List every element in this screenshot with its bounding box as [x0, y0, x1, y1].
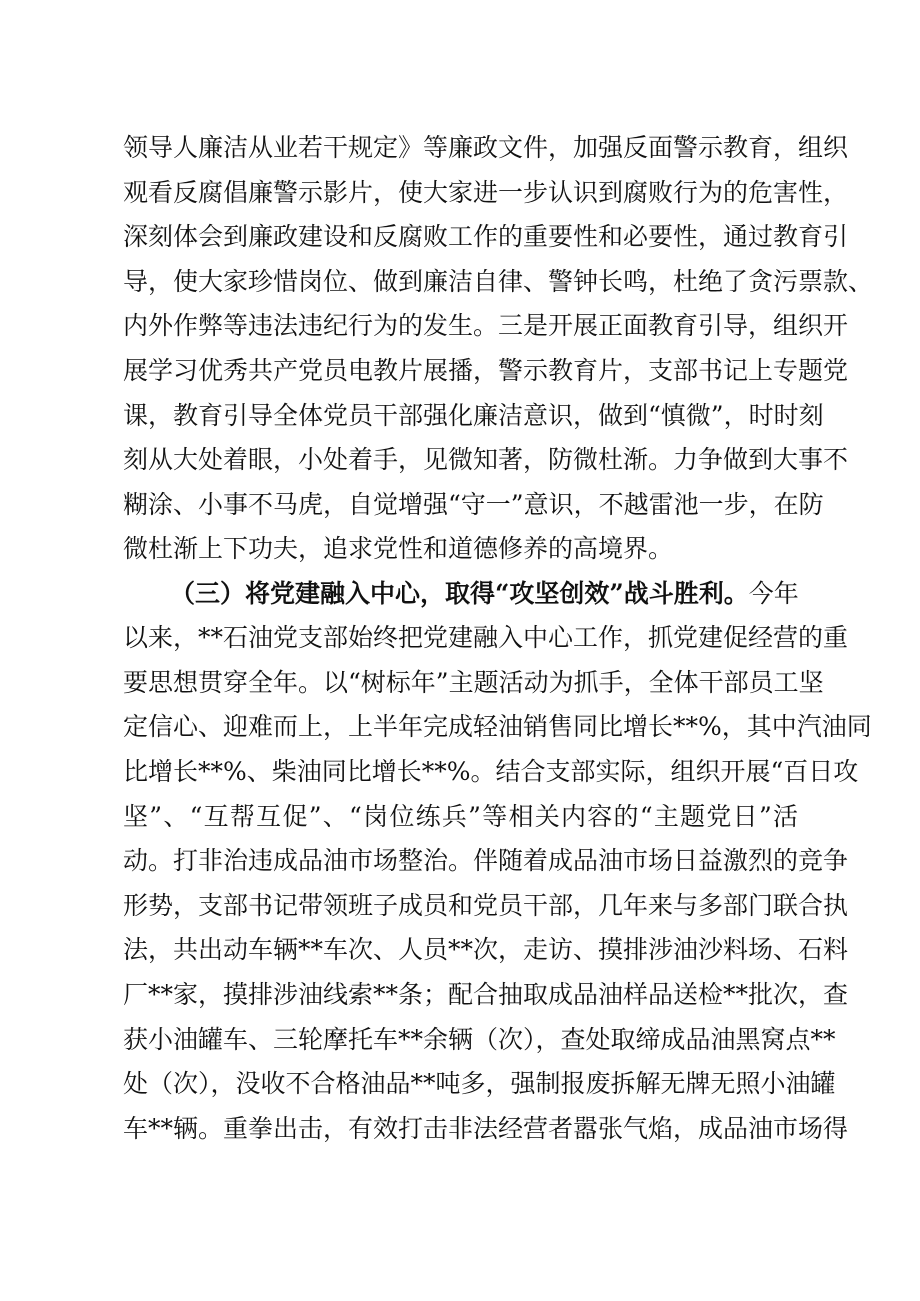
text-line: 处（次），没收不合格油品**吨多，强制报废拆解无牌无照小油罐: [123, 1069, 836, 1098]
section-heading-line: [170, 576, 798, 612]
text-line: 获小油罐车、三轮摩托车**余辆（次），查处取缔成品油黑窝点**: [123, 1025, 836, 1054]
text-line-tail: 今年: [748, 579, 799, 608]
text-line: 课，教育引导全体党员干部强化廉洁意识，做到“慎微”，时时刻: [123, 401, 824, 430]
text-line: 形势，支部书记带领班子成员和党员干部，几年来与多部门联合执: [123, 891, 849, 920]
text-line: 定信心、迎难而上，上半年完成轻油销售同比增长**%，其中汽油同: [123, 712, 872, 741]
text-line: 以来，**石油党支部始终把党建融入中心工作，抓党建促经营的重: [123, 623, 849, 652]
text-line: 车**辆。重拳出击，有效打击非法经营者嚣张气焰，成品油市场得: [123, 1114, 849, 1143]
text-line: 深刻体会到廉政建设和反腐败工作的重要性和必要性，通过教育引: [123, 222, 849, 251]
text-line: 导，使大家珍惜岗位、做到廉洁自律、警钟长鸣，杜绝了贪污票款、: [123, 267, 874, 296]
text-line: 比增长**%、柴油同比增长**%。结合支部实际，组织开展“百日攻: [123, 757, 859, 786]
section-heading: （三）将党建融入中心，取得“攻坚创效”战斗胜利。: [170, 579, 749, 608]
text-line: 要思想贯穿全年。以“树标年”主题活动为抓手，全体干部员工坚: [123, 668, 824, 697]
text-line: 法，共出动车辆**车次、人员**次，走访、摸排涉油沙料场、石料: [123, 935, 849, 964]
text-line: 坚”、“互帮互促”、“岗位练兵”等相关内容的“主题党日”活: [123, 802, 798, 831]
text-line: 微杜渐上下功夫，追求党性和道德修养的高境界。: [123, 534, 674, 563]
text-line: 观看反腐倡廉警示影片，使大家进一步认识到腐败行为的危害性，: [123, 178, 849, 207]
text-line: 厂**家，摸排涉油线索**条；配合抽取成品油样品送检**批次，查: [123, 980, 849, 1009]
text-line: 内外作弊等违法违纪行为的发生。三是开展正面教育引导，组织开: [123, 311, 849, 340]
text-line: 展学习优秀共产党员电教片展播，警示教育片，支部书记上专题党: [123, 356, 849, 385]
text-line: 刻从大处着眼，小处着手，见微知著，防微杜渐。力争做到大事不: [123, 445, 849, 474]
text-line: 领导人廉洁从业若干规定》等廉政文件，加强反面警示教育，组织: [123, 133, 849, 162]
text-line: 动。打非治违成品油市场整治。伴随着成品油市场日益激烈的竞争: [123, 846, 849, 875]
text-line: 糊涂、小事不马虎，自觉增强“守一”意识，不越雷池一步，在防: [123, 490, 824, 519]
